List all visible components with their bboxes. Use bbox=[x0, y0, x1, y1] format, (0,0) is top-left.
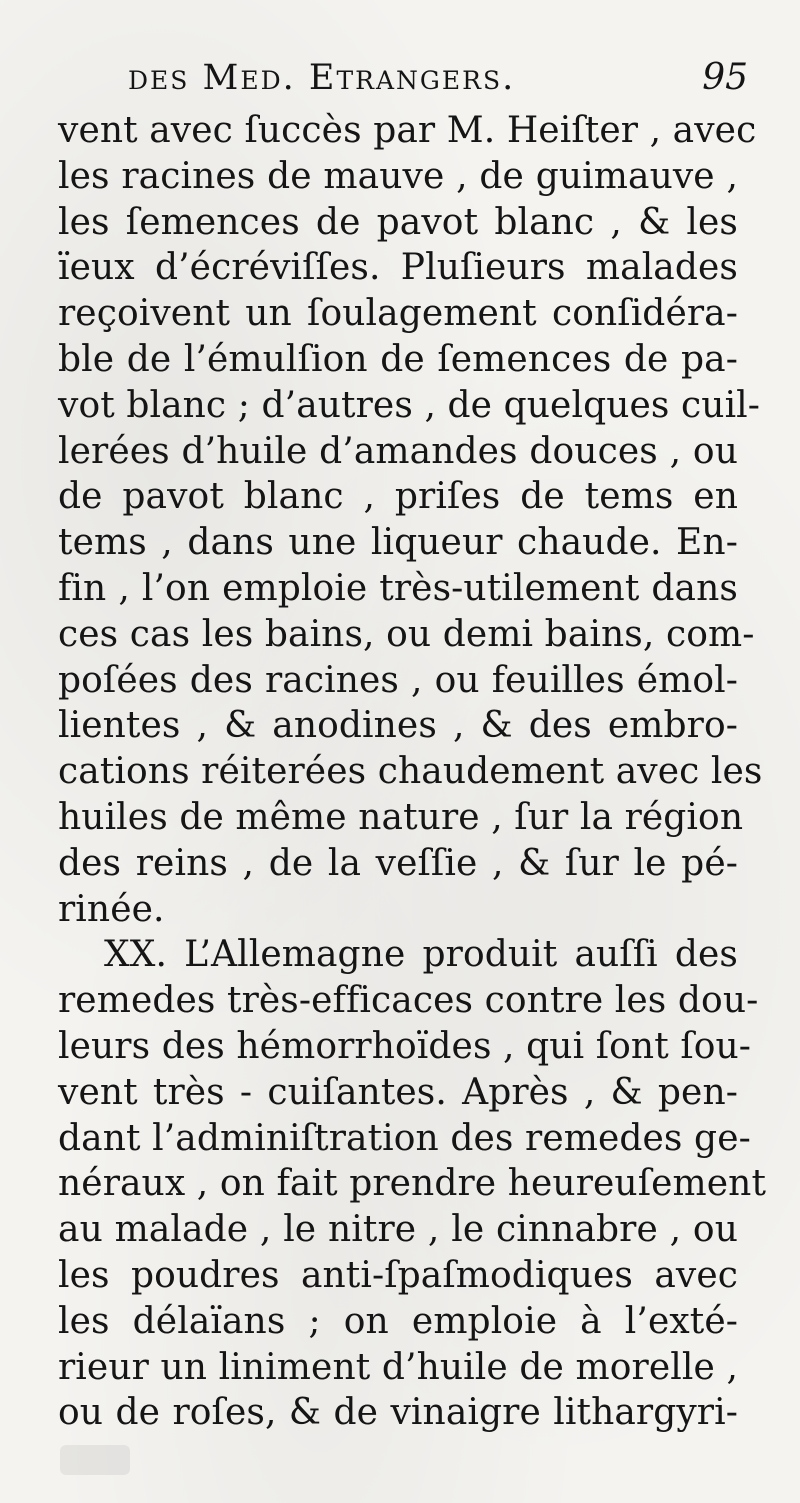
text-line: ces cas les bains, ou demi bains, com- bbox=[58, 613, 755, 655]
text-line: les racines de mauve , de guimauve , bbox=[58, 155, 738, 197]
text-line: rieur un liniment d’huile de morelle , bbox=[58, 1346, 738, 1388]
text-line: huiles de même nature , ſur la région bbox=[58, 796, 744, 838]
text-line: reçoivent un ſoulagement conſidéra- bbox=[58, 293, 738, 335]
paragraph-1 bbox=[58, 108, 763, 932]
text-line: lerées d’huile d’amandes douces , ou bbox=[58, 430, 738, 472]
text-line: au malade , le nitre , le cinnabre , ou bbox=[58, 1209, 738, 1251]
text-line: leurs des hémorrhoïdes , qui ſont ſou- bbox=[58, 1025, 752, 1067]
text-line: les délaïans ; on emploie à l’exté- bbox=[58, 1300, 738, 1342]
text-line: dant l’adminiſtration des remedes ge- bbox=[58, 1117, 751, 1159]
paragraph-2 bbox=[58, 932, 767, 1436]
text-line: rinée. bbox=[58, 888, 165, 930]
text-line: cations réiterées chaudement avec les bbox=[58, 751, 763, 793]
text-line: ou de roſes, & de vinaigre lithargyri- bbox=[58, 1392, 738, 1434]
text-line: vot blanc ; d’autres , de quelques cuil- bbox=[58, 384, 761, 426]
text-line: vent avec ſuccès par M. Heiſter , avec bbox=[58, 110, 757, 151]
text-line: tems , dans une liqueur chaude. En- bbox=[58, 522, 738, 564]
text-line: ble de l’émulſion de ſemences de pa- bbox=[58, 338, 738, 380]
text-line: XX. L’Allemagne produit auſſi des bbox=[104, 934, 738, 976]
text-line: ïeux d’écréviſſes. Pluſieurs malades bbox=[58, 247, 738, 289]
text-line: les ſemences de pavot blanc , & les bbox=[58, 201, 738, 243]
page-number: 95 bbox=[702, 57, 748, 98]
text-line: lientes , & anodines , & des embro- bbox=[58, 705, 738, 747]
text-line: de pavot blanc , priſes de tems en bbox=[58, 476, 738, 518]
text-line: les poudres anti-ſpaſmodiques avec bbox=[58, 1254, 738, 1296]
text-line: néraux , on fait prendre heureuſement bbox=[58, 1163, 767, 1205]
bleed-through-mark bbox=[60, 1445, 130, 1475]
text-line: des reins , de la veſſie , & ſur le pé- bbox=[58, 842, 738, 884]
text-line: remedes très-efficaces contre les dou- bbox=[58, 980, 759, 1022]
body-text bbox=[58, 108, 767, 1436]
page-header bbox=[128, 58, 748, 98]
text-line: poſées des racines , ou feuilles émol- bbox=[58, 659, 738, 701]
running-head: des Med. Etrangers. bbox=[128, 58, 516, 98]
text-line: vent très - cuiſantes. Après , & pen- bbox=[58, 1071, 738, 1113]
text-line: fin , l’on emploie très-utilement dans bbox=[58, 567, 738, 609]
